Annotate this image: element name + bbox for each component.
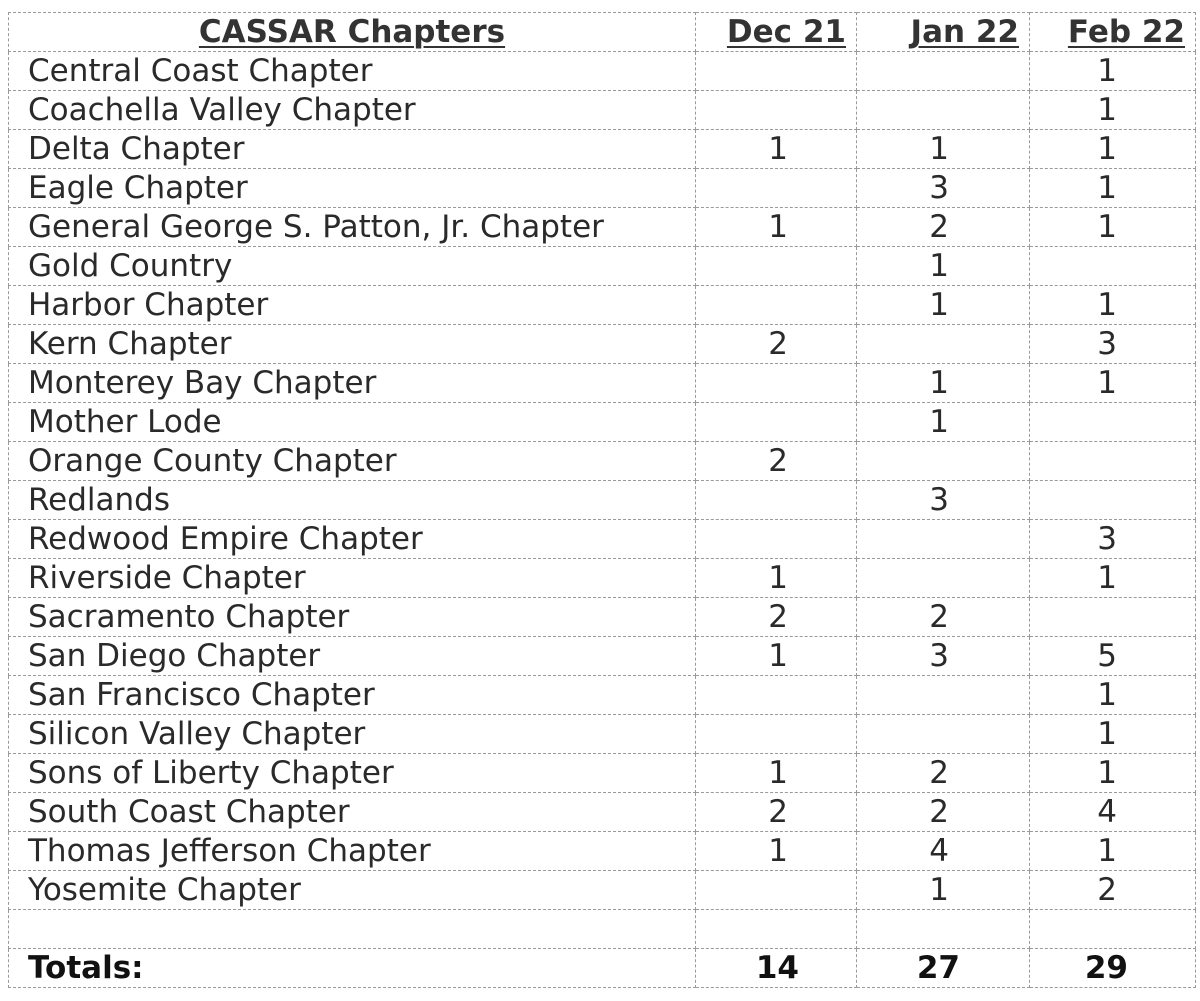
feb-22-cell: 1 <box>1030 52 1196 91</box>
table-row <box>9 481 1196 520</box>
feb-22-cell: 1 <box>1030 832 1196 871</box>
feb-22-cell: 1 <box>1030 754 1196 793</box>
header-dec-21: Dec 21 <box>696 13 857 52</box>
dec-21-cell: 1 <box>696 130 857 169</box>
chapter-name-cell: Sacramento Chapter <box>9 598 696 637</box>
feb-22-cell: 1 <box>1030 208 1196 247</box>
table-row <box>9 559 1196 598</box>
jan-22-cell <box>857 52 1030 91</box>
dec-21-cell <box>696 481 857 520</box>
chapter-name-cell: Kern Chapter <box>9 325 696 364</box>
dec-21-cell <box>696 91 857 130</box>
chapter-name-cell: San Diego Chapter <box>9 637 696 676</box>
feb-22-cell: 1 <box>1030 715 1196 754</box>
chapter-name-cell: Harbor Chapter <box>9 286 696 325</box>
chapter-name-cell: Thomas Jefferson Chapter <box>9 832 696 871</box>
total-dec-21: 14 <box>696 949 857 988</box>
jan-22-cell <box>857 325 1030 364</box>
table-row <box>9 169 1196 208</box>
header-row <box>9 13 1196 52</box>
feb-22-cell: 1 <box>1030 364 1196 403</box>
jan-22-cell: 2 <box>857 598 1030 637</box>
chapter-name-cell: Sons of Liberty Chapter <box>9 754 696 793</box>
header-jan-22: Jan 22 <box>857 13 1030 52</box>
feb-22-cell: 1 <box>1030 91 1196 130</box>
table-row <box>9 871 1196 910</box>
dec-21-cell <box>696 676 857 715</box>
feb-22-cell <box>1030 403 1196 442</box>
table-row <box>9 52 1196 91</box>
dec-21-cell: 1 <box>696 832 857 871</box>
table-row <box>9 754 1196 793</box>
jan-22-cell: 1 <box>857 286 1030 325</box>
jan-22-cell: 3 <box>857 637 1030 676</box>
table-row <box>9 793 1196 832</box>
chapters-sheet <box>8 12 1196 988</box>
chapter-name-cell: Redwood Empire Chapter <box>9 520 696 559</box>
jan-22-cell: 2 <box>857 208 1030 247</box>
chapter-name-cell: San Francisco Chapter <box>9 676 696 715</box>
chapter-name-cell: Coachella Valley Chapter <box>9 91 696 130</box>
table-row <box>9 325 1196 364</box>
chapters-table <box>8 12 1196 988</box>
table-row <box>9 91 1196 130</box>
table-row <box>9 676 1196 715</box>
dec-21-cell <box>696 403 857 442</box>
dec-21-cell: 1 <box>696 208 857 247</box>
header-feb-22: Feb 22 <box>1030 13 1196 52</box>
feb-22-cell <box>1030 598 1196 637</box>
header-chapters: CASSAR Chapters <box>9 13 696 52</box>
total-feb-22: 29 <box>1030 949 1196 988</box>
feb-22-cell: 1 <box>1030 286 1196 325</box>
jan-22-cell: 1 <box>857 130 1030 169</box>
table-row <box>9 520 1196 559</box>
dec-21-cell <box>696 715 857 754</box>
chapter-name-cell: Mother Lode <box>9 403 696 442</box>
feb-22-cell: 1 <box>1030 130 1196 169</box>
feb-22-cell <box>1030 247 1196 286</box>
jan-22-cell <box>857 520 1030 559</box>
chapter-name-cell: South Coast Chapter <box>9 793 696 832</box>
dec-21-cell: 2 <box>696 598 857 637</box>
table-row <box>9 130 1196 169</box>
totals-label: Totals: <box>9 949 696 988</box>
feb-22-cell: 1 <box>1030 559 1196 598</box>
spacer-cell <box>857 910 1030 949</box>
dec-21-cell: 2 <box>696 325 857 364</box>
chapter-name-cell: Riverside Chapter <box>9 559 696 598</box>
total-jan-22: 27 <box>857 949 1030 988</box>
jan-22-cell <box>857 559 1030 598</box>
spacer-cell <box>696 910 857 949</box>
table-row <box>9 715 1196 754</box>
feb-22-cell: 2 <box>1030 871 1196 910</box>
feb-22-cell: 1 <box>1030 676 1196 715</box>
table-row <box>9 364 1196 403</box>
feb-22-cell <box>1030 442 1196 481</box>
spacer-cell <box>1030 910 1196 949</box>
feb-22-cell: 3 <box>1030 325 1196 364</box>
chapter-name-cell: Yosemite Chapter <box>9 871 696 910</box>
chapter-name-cell: Eagle Chapter <box>9 169 696 208</box>
dec-21-cell <box>696 364 857 403</box>
dec-21-cell: 1 <box>696 754 857 793</box>
chapter-name-cell: Silicon Valley Chapter <box>9 715 696 754</box>
jan-22-cell <box>857 676 1030 715</box>
jan-22-cell: 1 <box>857 403 1030 442</box>
chapter-name-cell: Delta Chapter <box>9 130 696 169</box>
chapter-name-cell: Monterey Bay Chapter <box>9 364 696 403</box>
spacer-cell <box>9 910 696 949</box>
table-row <box>9 208 1196 247</box>
chapter-name-cell: Central Coast Chapter <box>9 52 696 91</box>
jan-22-cell: 3 <box>857 481 1030 520</box>
jan-22-cell <box>857 442 1030 481</box>
dec-21-cell <box>696 52 857 91</box>
table-row <box>9 247 1196 286</box>
dec-21-cell <box>696 286 857 325</box>
jan-22-cell: 1 <box>857 871 1030 910</box>
table-row <box>9 637 1196 676</box>
table-body <box>9 52 1196 910</box>
feb-22-cell: 1 <box>1030 169 1196 208</box>
table-row <box>9 832 1196 871</box>
jan-22-cell: 2 <box>857 754 1030 793</box>
dec-21-cell: 1 <box>696 637 857 676</box>
table-row <box>9 403 1196 442</box>
dec-21-cell <box>696 169 857 208</box>
dec-21-cell: 2 <box>696 793 857 832</box>
chapter-name-cell: Gold Country <box>9 247 696 286</box>
feb-22-cell: 5 <box>1030 637 1196 676</box>
chapter-name-cell: Orange County Chapter <box>9 442 696 481</box>
jan-22-cell <box>857 715 1030 754</box>
chapter-name-cell: General George S. Patton, Jr. Chapter <box>9 208 696 247</box>
dec-21-cell <box>696 247 857 286</box>
table-row <box>9 286 1196 325</box>
jan-22-cell: 3 <box>857 169 1030 208</box>
jan-22-cell: 1 <box>857 247 1030 286</box>
totals-row <box>9 949 1196 988</box>
spacer-row <box>9 910 1196 949</box>
table-row <box>9 442 1196 481</box>
dec-21-cell: 2 <box>696 442 857 481</box>
chapter-name-cell: Redlands <box>9 481 696 520</box>
jan-22-cell: 2 <box>857 793 1030 832</box>
jan-22-cell: 4 <box>857 832 1030 871</box>
dec-21-cell: 1 <box>696 559 857 598</box>
dec-21-cell <box>696 871 857 910</box>
jan-22-cell <box>857 91 1030 130</box>
feb-22-cell: 3 <box>1030 520 1196 559</box>
jan-22-cell: 1 <box>857 364 1030 403</box>
table-row <box>9 598 1196 637</box>
feb-22-cell: 4 <box>1030 793 1196 832</box>
feb-22-cell <box>1030 481 1196 520</box>
dec-21-cell <box>696 520 857 559</box>
